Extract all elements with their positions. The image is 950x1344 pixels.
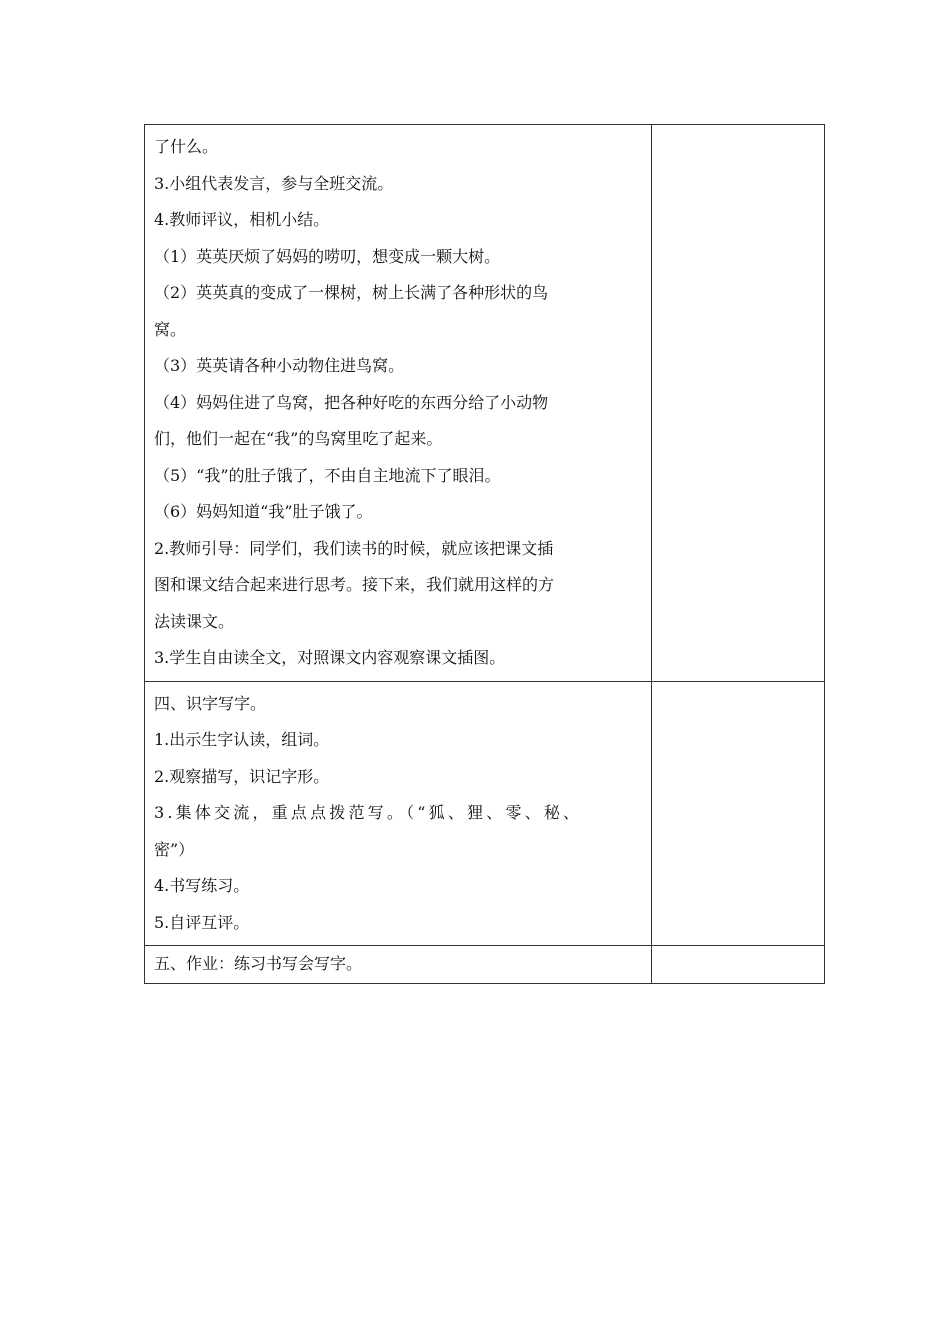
activity-cell [145,681,652,946]
text-line: 们，他们一起在“我”的鸟窝里吃了起来。 [154,429,443,448]
text-line: 法读课文。 [154,611,235,631]
text-line: 了什么。 [154,137,219,156]
text-line: 3.小组代表发言，参与全班交流。 [154,173,394,193]
text-line: 密”） [154,839,195,859]
text-line: （6）妈妈知道“我”肚子饿了。 [154,502,373,521]
activity-cell [145,946,652,984]
text-line: 窝。 [154,319,187,339]
section-heading: 四、识字写字。 [154,693,267,713]
text-line: 2.教师引导：同学们，我们读书的时候，就应该把课文插 [154,538,554,558]
table-row-reading [145,125,825,682]
text-line: 3.集体交流，重点点拨范写。（“狐、狸、零、秘、 [154,803,583,822]
lesson-plan-table [144,124,825,984]
activity-cell [145,125,652,682]
notes-cell [651,125,824,682]
text-line: 4.书写练习。 [154,876,250,895]
text-line: 2.观察描写，识记字形。 [154,766,330,786]
text-line: 图和课文结合起来进行思考。接下来，我们就用这样的方 [154,575,555,594]
text-line: 5.自评互评。 [154,912,250,932]
text-line: （2）英英真的变成了一棵树，树上长满了各种形状的鸟 [154,283,549,302]
text-line: 3.学生自由读全文，对照课文内容观察课文插图。 [154,648,506,667]
notes-cell [651,946,824,984]
section-heading: 五、作业：练习书写会写字。 [154,954,363,973]
text-line: （3）英英请各种小动物住进鸟窝。 [154,356,405,375]
table-row-homework [145,946,825,984]
text-line: 1.出示生字认读，组词。 [154,730,330,749]
text-line: （4）妈妈住进了鸟窝，把各种好吃的东西分给了小动物 [154,392,549,412]
table-row-characters [145,681,825,946]
text-line: （1）英英厌烦了妈妈的唠叨，想变成一颗大树。 [154,246,501,266]
text-line: （5）“我”的肚子饿了，不由自主地流下了眼泪。 [154,465,501,485]
notes-cell [651,681,824,946]
text-line: 4.教师评议，相机小结。 [154,210,330,229]
